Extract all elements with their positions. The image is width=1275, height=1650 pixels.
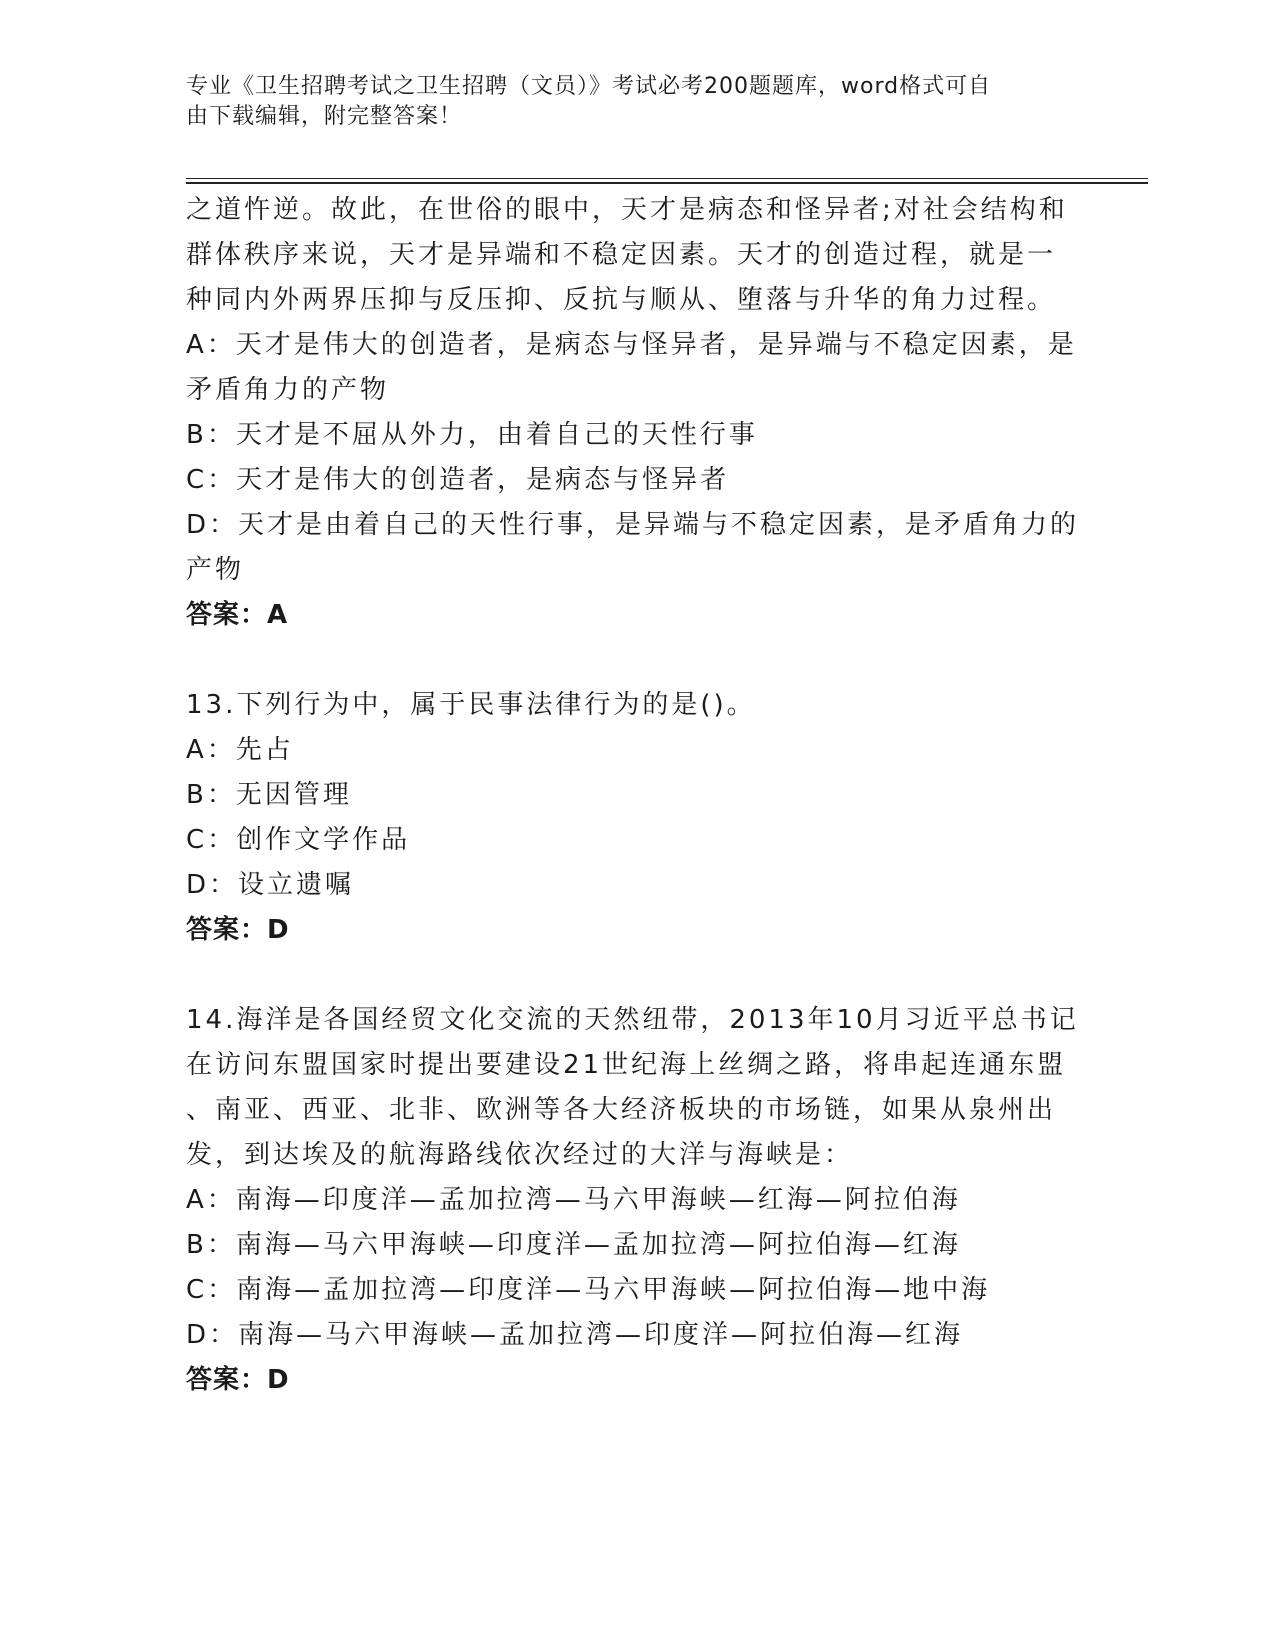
passage-line: 种同内外两界压抑与反压抑、反抗与顺从、堕落与升华的角力过程。: [186, 285, 1057, 315]
spacer: [186, 638, 1086, 683]
option-a-continued: 矛盾角力的产物: [186, 375, 390, 405]
answer: 答案：D: [186, 1365, 290, 1395]
question-text: 发，到达埃及的航海路线依次经过的大洋与海峡是：: [186, 1140, 854, 1170]
header-line-1: 专业《卫生招聘考试之卫生招聘（文员）》考试必考200题题库，word格式可自: [186, 74, 992, 99]
answer: 答案：D: [186, 915, 290, 945]
passage: [186, 188, 1086, 323]
question-text: 14.海洋是各国经贸文化交流的天然纽带，2013年10月习近平总书记: [186, 1005, 1079, 1035]
question-text: 13.下列行为中，属于民事法律行为的是()。: [186, 690, 756, 720]
answer: 答案：A: [186, 600, 289, 630]
option-a: A：南海—印度洋—孟加拉湾—马六甲海峡—红海—阿拉伯海: [186, 1185, 961, 1215]
option-d-continued: 产物: [186, 555, 245, 585]
option-a: A：先占: [186, 735, 294, 765]
option-b: B：无因管理: [186, 780, 352, 810]
spacer: [186, 953, 1086, 998]
option-b: B：南海—马六甲海峡—印度洋—孟加拉湾—阿拉伯海—红海: [186, 1230, 961, 1260]
document-header: [186, 72, 1066, 132]
option-d: D：南海—马六甲海峡—孟加拉湾—印度洋—阿拉伯海—红海: [186, 1320, 964, 1350]
header-divider-thick: [186, 182, 1148, 184]
question-13: [186, 683, 1086, 953]
option-c: C：创作文学作品: [186, 825, 411, 855]
passage-line: 群体秩序来说，天才是异端和不稳定因素。天才的创造过程，就是一: [186, 240, 1057, 270]
header-divider-thin: [186, 178, 1148, 179]
option-d: D：设立遗嘱: [186, 870, 355, 900]
question-text: 、南亚、西亚、北非、欧洲等各大经济板块的市场链，如果从泉州出: [186, 1095, 1057, 1125]
option-b: B：天才是不屈从外力，由着自己的天性行事: [186, 420, 758, 450]
option-c: C：南海—孟加拉湾—印度洋—马六甲海峡—阿拉伯海—地中海: [186, 1275, 991, 1305]
document-body: [186, 188, 1086, 1403]
option-a: A：天才是伟大的创造者，是病态与怪异者，是异端与不稳定因素，是: [186, 330, 1077, 360]
passage-line: 之道忤逆。故此，在世俗的眼中，天才是病态和怪异者;对社会结构和: [186, 195, 1068, 225]
question-text: 在访问东盟国家时提出要建设21世纪海上丝绸之路，将串起连通东盟: [186, 1050, 1067, 1080]
question-14: [186, 998, 1086, 1403]
option-c: C：天才是伟大的创造者，是病态与怪异者: [186, 465, 730, 495]
header-line-2: 由下载编辑，附完整答案！: [186, 104, 463, 129]
option-d: D：天才是由着自己的天性行事，是异端与不稳定因素，是矛盾角力的: [186, 510, 1080, 540]
question-12-options: [186, 323, 1086, 638]
